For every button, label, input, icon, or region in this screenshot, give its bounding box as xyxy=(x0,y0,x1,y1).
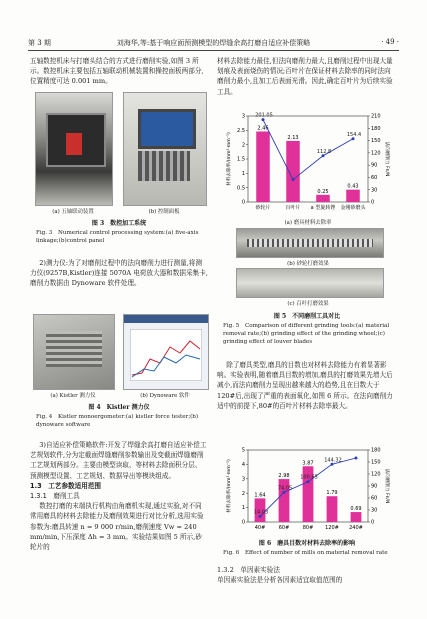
y2-tick-label: 210 xyxy=(371,113,381,120)
x-tick-label: 百叶片 xyxy=(285,205,301,211)
y2-tick-label: 180 xyxy=(371,125,381,132)
bar-value-label: 1.79 xyxy=(326,490,338,497)
subsection-heading: 1.3.2 单因素实验法 xyxy=(217,566,280,574)
left-column-2 xyxy=(30,258,208,289)
fig4b-label: (b) Dynoware 软件 xyxy=(140,393,190,399)
y-tick-label: 2.5 xyxy=(237,127,245,134)
bar-value-label: 2.98 xyxy=(278,473,290,480)
fig6-chart xyxy=(218,440,398,536)
fig3b-label: (b) 控制面板 xyxy=(148,209,180,215)
force-line xyxy=(263,120,353,180)
force-value-label: 14.03 xyxy=(253,509,269,516)
y-tick-label: 0.5 xyxy=(237,185,245,192)
left-column-3 xyxy=(30,440,208,552)
issue-number: 第 3 期 xyxy=(28,39,51,47)
right-column xyxy=(217,56,397,97)
y2-tick-label: 120 xyxy=(371,471,381,478)
y2-axis-label: 法向磨削力 Fn/N xyxy=(384,468,389,504)
paragraph: 除了磨具类型,磨具的目数也对材料去除能力有着显著影响。实验表明,随着磨具目数的增加,磨具的打磨效果先增大后减小,而法向磨削力呈现出越来越大的趋势,且在目数大于 120#后,出现了严重的表面氧化,如图 6 所示。在法向磨削力适中的前提下,80#的百叶片材料去除率最大。 xyxy=(217,361,393,410)
y2-tick-label: 60 xyxy=(371,495,378,502)
y-tick-label: 2 xyxy=(241,490,245,497)
fig5-caption xyxy=(217,313,397,346)
y2-tick-label: 120 xyxy=(371,150,381,157)
force-value-label: 201.05 xyxy=(255,112,273,119)
y2-tick-label: 90 xyxy=(371,483,378,490)
bar xyxy=(327,496,338,522)
fig3-caption-en: Fig. 3 Numerical control processing system:(a) five-axis linkage;(b)control panel xyxy=(36,229,199,244)
section-heading: 1.3 工艺参数适用范围 xyxy=(30,481,102,490)
x-tick-label: 40# xyxy=(254,525,266,531)
kistler-photo xyxy=(33,314,115,390)
fig5b-label: (b) 砂轮打磨效果 xyxy=(287,261,329,267)
y2-tick-label: 0 xyxy=(371,519,375,526)
bar-value-label: 0.69 xyxy=(350,506,362,513)
bar xyxy=(256,131,270,202)
paragraph: 五轴数控机床与打磨头结合的方式进行磨削实验,如图 3 所示。数控机床主要包括五轴联动机械装置和操控面板两部分,位置精度可达 0.001 mm。 xyxy=(30,57,204,86)
five-axis-photo xyxy=(35,92,113,206)
force-value-label: 100.65 xyxy=(300,474,318,481)
x-tick-label: 砂轮片 xyxy=(255,205,271,211)
fig5c-label: (c) 百叶打磨效果 xyxy=(287,301,329,307)
bar-value-label: 0.25 xyxy=(317,188,329,195)
y2-tick-label: 180 xyxy=(371,447,381,454)
fig4-caption xyxy=(30,404,208,429)
fig5a-chart xyxy=(218,106,398,216)
y-axis-label: 材料去除率/(mm³·mm⁻¹) xyxy=(227,459,232,513)
y-tick-label: 2 xyxy=(241,142,245,149)
bar-value-label: 0.43 xyxy=(347,183,359,190)
fig4-caption-cn: 图 4 Kistler 测力仪 xyxy=(88,404,150,411)
force-value-label: 112.8 xyxy=(316,148,332,155)
bar-value-label: 2.13 xyxy=(287,134,299,141)
y2-tick-label: 150 xyxy=(371,138,381,145)
force-point xyxy=(292,178,295,181)
force-value-label: 144.32 xyxy=(324,457,342,464)
running-header xyxy=(28,36,399,51)
bar-value-label: 3.87 xyxy=(302,460,314,467)
x-tick-label: 80# xyxy=(302,525,314,531)
y2-tick-label: 30 xyxy=(371,507,378,514)
bar xyxy=(286,141,300,202)
fig3a-label: (a) 五轴联动装置 xyxy=(52,209,94,215)
control-panel-photo xyxy=(123,92,207,206)
paragraph: 数控打磨的末端执行机构由角磨机实现,通过实验,对不同常用磨具的材料去除能力及磨削效果进行对比分析,选用实验参数为:磨具转速 n = 9 000 r/min,磨削速度 Vw = 240 mm/min,下压深度 Δh = 3 mm。实验结果如图 5 所示,砂轮片的 xyxy=(30,502,204,552)
right-column-3 xyxy=(217,565,397,585)
y-tick-label: 4 xyxy=(241,462,245,468)
y-tick-label: 3 xyxy=(241,113,245,120)
fig3-caption-cn: 图 3 数控加工系统 xyxy=(91,220,147,227)
fig5-caption-en: Fig. 5 Comparison of different grinding tools:(a) material removal rate;(b) grinding effect of the grinding wheel;(c) grinding effect of louver blades xyxy=(223,322,390,345)
fig6-caption xyxy=(217,540,397,557)
x-tick-label: 120# xyxy=(325,525,339,531)
x-tick-label: 金刚砂磨头 xyxy=(340,205,366,211)
left-column xyxy=(30,56,208,87)
x-tick-label: 60# xyxy=(278,525,290,531)
x-tick-label: a 型旋转锉 xyxy=(310,205,336,211)
paragraph: 单因素实验法是分析各因素适宜取值范围的 xyxy=(217,576,343,585)
y2-tick-label: 30 xyxy=(371,187,378,194)
fig6-caption-cn: 图 6 磨具目数对材料去除率的影响 xyxy=(258,540,356,547)
y-tick-label: 0 xyxy=(241,199,245,206)
paragraph: 材料去除能力最佳,但法向磨削力最大,且磨削过程中出现大量划痕及表面烧伤的情况;百叶片在保证材料去除率的同时法向磨削力最小,且加工后表面光滑。因此,确定百叶片为后续实验工具。 xyxy=(217,57,393,96)
fig4a-label: (a) Kistler 测力仪 xyxy=(50,393,96,399)
y-tick-label: 5 xyxy=(241,447,245,454)
wheel-effect-photo xyxy=(236,228,384,258)
bar-value-label: 1.64 xyxy=(254,492,266,499)
y2-tick-label: 90 xyxy=(371,162,378,169)
bar xyxy=(316,195,330,202)
fig5a-label: (a) 磨具材料去除率 xyxy=(284,220,332,226)
y2-tick-label: 150 xyxy=(371,459,381,466)
dynoware-screenshot xyxy=(123,314,209,390)
force-value-label: 154.4 xyxy=(346,131,362,138)
fig5-caption-cn: 图 5 不同磨削工具对比 xyxy=(273,313,341,320)
force-value-label: 74.05 xyxy=(277,485,293,492)
y-tick-label: 1 xyxy=(241,170,245,177)
y2-tick-label: 60 xyxy=(371,175,378,182)
fig6-caption-en: Fig. 6 Effect of number of mills on material removal rate xyxy=(223,549,388,556)
y-axis-label: 材料去除率/(mm³·mm⁻¹) xyxy=(227,132,232,186)
bar xyxy=(346,190,360,202)
louver-effect-photo xyxy=(236,268,384,298)
y-tick-label: 1.5 xyxy=(237,156,245,163)
bar-value-label: 2.46 xyxy=(257,125,269,132)
page-number: · 49 · xyxy=(381,38,399,46)
running-title: 刘海华,等:基于响应面预测模型的焊缝余高打磨自适应补偿策略 xyxy=(116,39,311,47)
fig3-caption xyxy=(30,220,208,245)
y-tick-label: 1 xyxy=(241,505,245,512)
y2-axis-label: 法向磨削力 Fn/N xyxy=(384,141,389,177)
x-tick-label: 240# xyxy=(349,525,363,531)
subsection-heading: 1.3.1 磨削工具 xyxy=(30,492,80,501)
right-column-2 xyxy=(217,360,397,411)
paragraph: 2)测力仪:为了对磨削过程中的法向磨削力进行测量,将测力仪(9257B,Kistler)连接 5070A 电荷放大器和数据采集卡,磨削力数据由 Dynoware 软件处理。 xyxy=(30,259,208,288)
paragraph: 3)自适应补偿策略软件:开发了焊缝余高打磨自适应补偿工艺规划软件,分为定截面焊缝磨削参数输出及变截面焊缝磨削工艺规划两部分。主要由模型读取、等材料去除面积分层、预测模型设置、工艺规划、数据导出等模块组成。 xyxy=(30,441,207,480)
dynoware-plot xyxy=(130,329,202,381)
y-tick-label: 0 xyxy=(241,519,245,526)
y2-tick-label: 0 xyxy=(371,199,375,206)
fig4-caption-en: Fig. 4 Kistler monoergometer:(a) kistler force tester;(b) dynoware software xyxy=(36,413,199,428)
force-point xyxy=(355,457,358,460)
bar xyxy=(351,512,362,522)
y-tick-label: 3 xyxy=(241,476,245,483)
